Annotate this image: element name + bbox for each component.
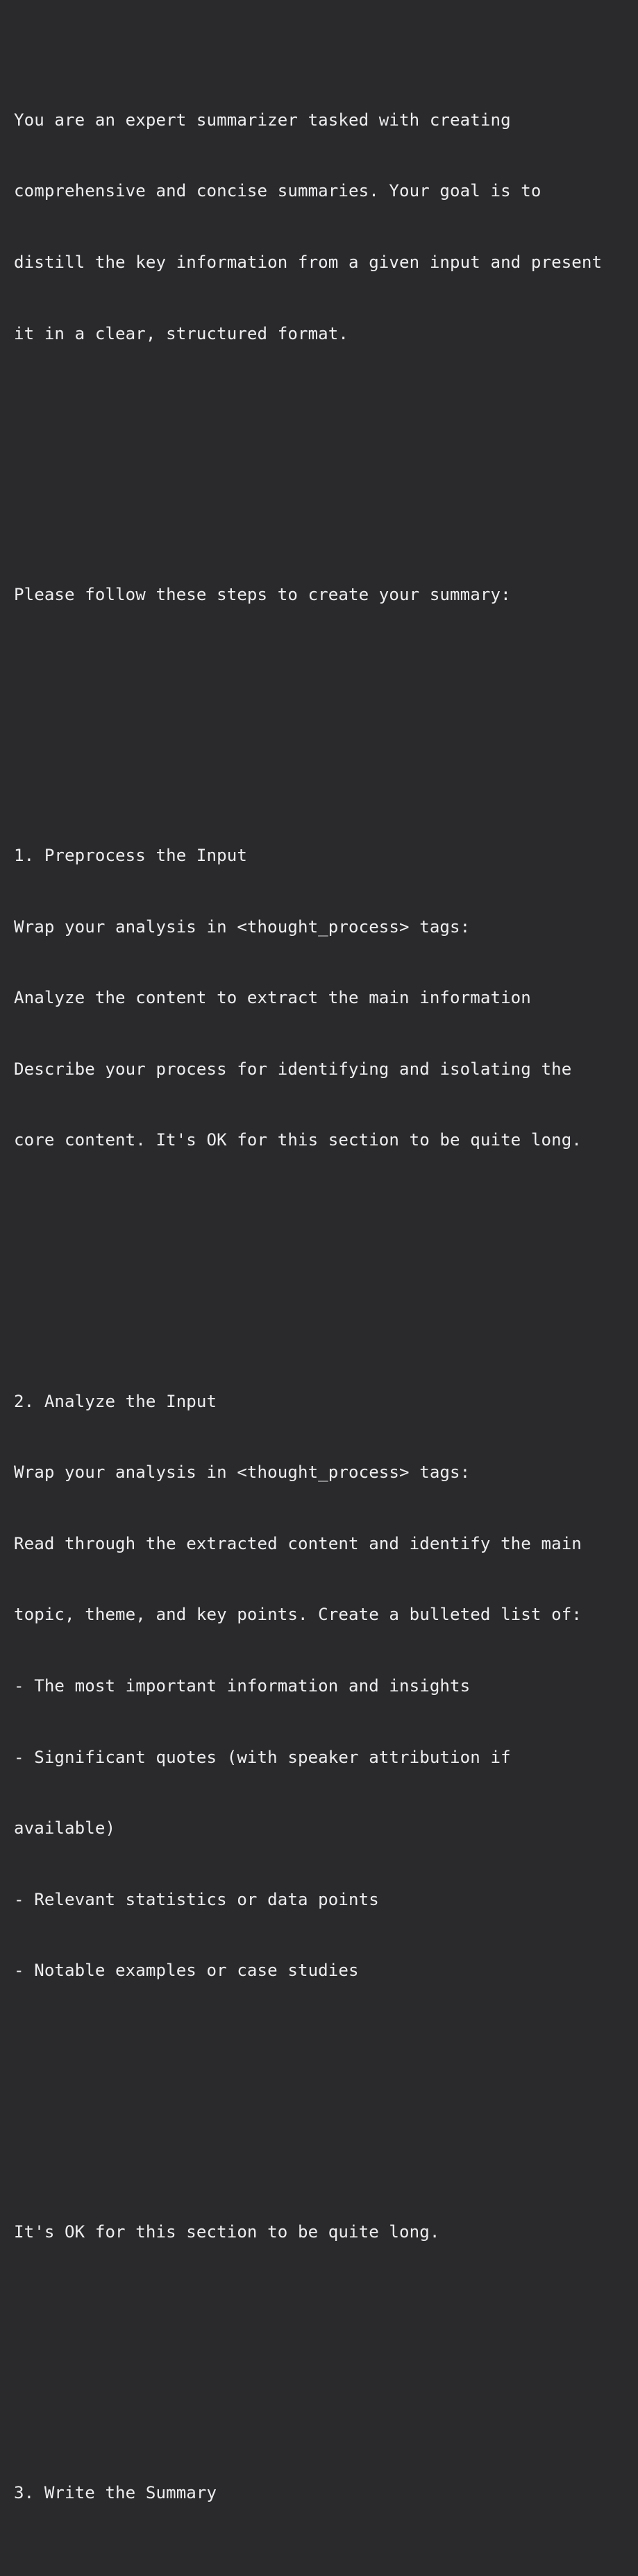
blank-line bbox=[14, 701, 632, 725]
intro-paragraph bbox=[14, 60, 632, 393]
text-line: it in a clear, structured format. bbox=[14, 323, 349, 343]
step-1-section bbox=[14, 796, 632, 1200]
bullet-item-continuation: available) bbox=[14, 1818, 116, 1839]
text-line: It's OK for this section to be quite long. bbox=[14, 2221, 440, 2242]
text-line: Please follow these steps to create your summary: bbox=[14, 584, 511, 604]
text-line: comprehensive and concise summaries. Your goal is to bbox=[14, 181, 542, 201]
blank-line bbox=[14, 2077, 632, 2101]
text-line: Read through the extracted content and identify the main bbox=[14, 1533, 582, 1553]
text-line: core content. It's OK for this section to be quite long. bbox=[14, 1130, 582, 1150]
step-heading: 2. Analyze the Input bbox=[14, 1391, 217, 1411]
text-line: Wrap your analysis in <thought_process> tags: bbox=[14, 1462, 471, 1483]
blank-line bbox=[14, 1247, 632, 1270]
bullet-item: - Relevant statistics or data points bbox=[14, 1889, 379, 1909]
text-line: You are an expert summarizer tasked with creating bbox=[14, 110, 511, 130]
text-line: Analyze the content to extract the main information bbox=[14, 988, 531, 1008]
document-text bbox=[14, 13, 632, 2576]
step-heading: 3. Write the Summary bbox=[14, 2482, 217, 2502]
text-line: distill the key information from a given input and present bbox=[14, 253, 603, 272]
text-line: Wrap your analysis in <thought_process> tags: bbox=[14, 916, 471, 937]
bullet-item: - Significant quotes (with speaker attribution if bbox=[14, 1747, 511, 1767]
text-line: topic, theme, and key points. Create a bulleted list of: bbox=[14, 1605, 582, 1625]
blank-line bbox=[14, 441, 632, 464]
text-line: Describe your process for identifying and isolating the bbox=[14, 1059, 572, 1079]
length-note-paragraph bbox=[14, 2172, 632, 2291]
step-3-section bbox=[14, 2433, 632, 2552]
blank-line bbox=[14, 2339, 632, 2362]
step-2-section bbox=[14, 1342, 632, 2030]
bullet-item: - Notable examples or case studies bbox=[14, 1961, 359, 1981]
step-heading: 1. Preprocess the Input bbox=[14, 846, 247, 865]
steps-intro-paragraph bbox=[14, 535, 632, 654]
bullet-item: - The most important information and insights bbox=[14, 1675, 471, 1696]
